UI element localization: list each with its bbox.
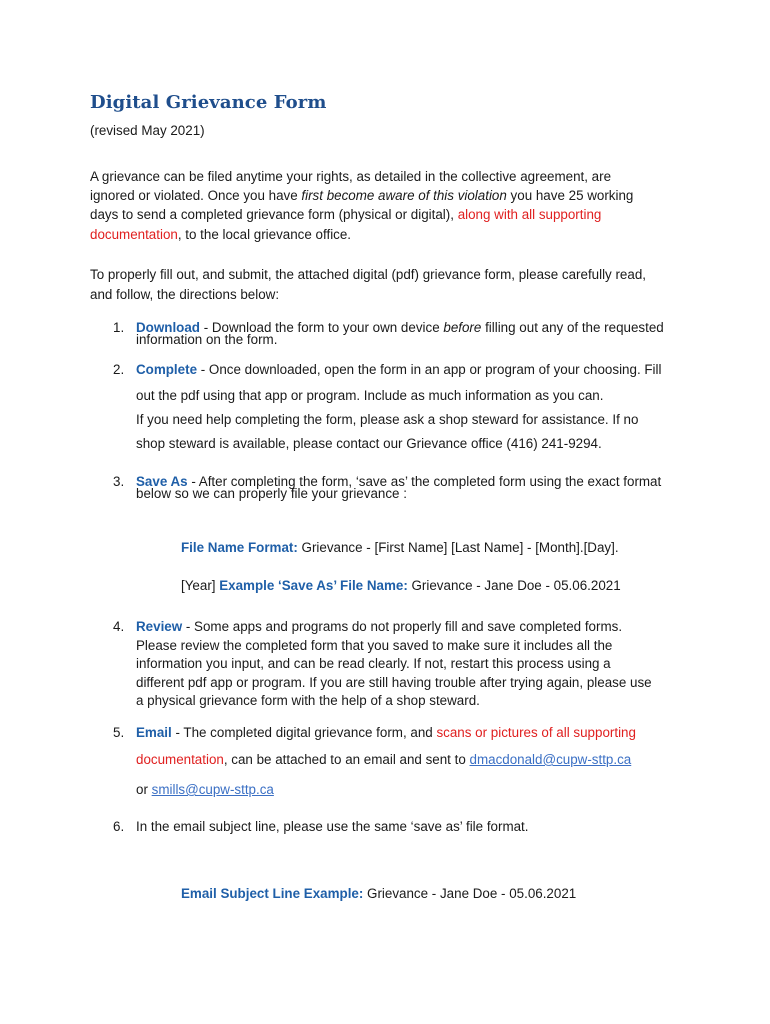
step-2-number: 2. [113,362,125,377]
step-5-line-1: Email - The completed digital grievance form, and scans or pictures of all supporting [136,725,636,740]
step-5-line-2: documentation, can be attached to an email and sent to dmacdonald@cupw-sttp.ca [136,752,632,767]
revised-date: (revised May 2021) [90,123,205,138]
step-3-line-2: below so we can properly file your grievance : [136,486,407,501]
step-6-number: 6. [113,819,125,834]
intro-line-1: A grievance can be filed anytime your rights, as detailed in the collective agreement, are [90,169,612,184]
email-link-smills[interactable]: smills@cupw-sttp.ca [151,782,274,797]
step-1-line-1: Download - Download the form to your own device before filling out any of the requested [136,320,664,335]
save-as-example: [Year] Example ‘Save As’ File Name: Grievance - Jane Doe - 05.06.2021 [181,578,621,593]
file-name-format: File Name Format: Grievance - [First Name] [Last Name] - [Month].[Day]. [181,540,619,555]
email-link-dmacdonald[interactable]: dmacdonald@cupw-sttp.ca [469,752,632,767]
directions-line-1: To properly fill out, and submit, the attached digital (pdf) grievance form, please carefully read, [90,267,646,282]
step-1-number: 1. [113,320,125,335]
step-2-line-4: shop steward is available, please contact our Grievance office (416) 241-9294. [136,436,602,451]
intro-line-2: ignored or violated. Once you have first become aware of this violation you have 25 working [90,188,634,203]
intro-line-3: days to send a completed grievance form (physical or digital), along with all supporting [90,207,602,222]
step-4-number: 4. [113,619,125,634]
step-5-line-3: or smills@cupw-sttp.ca [136,782,274,797]
directions-line-2: and follow, the directions below: [90,287,280,302]
step-6-line-1: In the email subject line, please use the same ‘save as’ file format. [136,819,529,834]
intro-line-4: documentation, to the local grievance office. [90,227,352,242]
step-3-number: 3. [113,474,125,489]
step-5-number: 5. [113,725,125,740]
step-2-line-3: If you need help completing the form, please ask a shop steward for assistance. If no [136,412,639,427]
step-1-line-2: information on the form. [136,332,278,347]
step-2-line-1: Complete - Once downloaded, open the form in an app or program of your choosing. Fill [136,362,662,377]
step-4-line-5: a physical grievance form with the help of a shop steward. [136,693,480,708]
step-2-line-2: out the pdf using that app or program. Include as much information as you can. [136,388,604,403]
step-4-line-2: Please review the completed form that you saved to make sure it includes all the [136,638,613,653]
step-3-line-1: Save As - After completing the form, ‘save as’ the completed form using the exact format [136,474,662,489]
step-4-line-4: different pdf app or program. If you are still having trouble after trying again, please use [136,675,652,690]
page-title: Digital Grievance Form [90,92,327,113]
step-4-line-1: Review - Some apps and programs do not properly fill and save completed forms. [136,619,623,634]
step-4-line-3: information you input, and can be read clearly. If not, restart this process using a [136,656,611,671]
email-subject-example: Email Subject Line Example: Grievance - Jane Doe - 05.06.2021 [181,886,577,901]
